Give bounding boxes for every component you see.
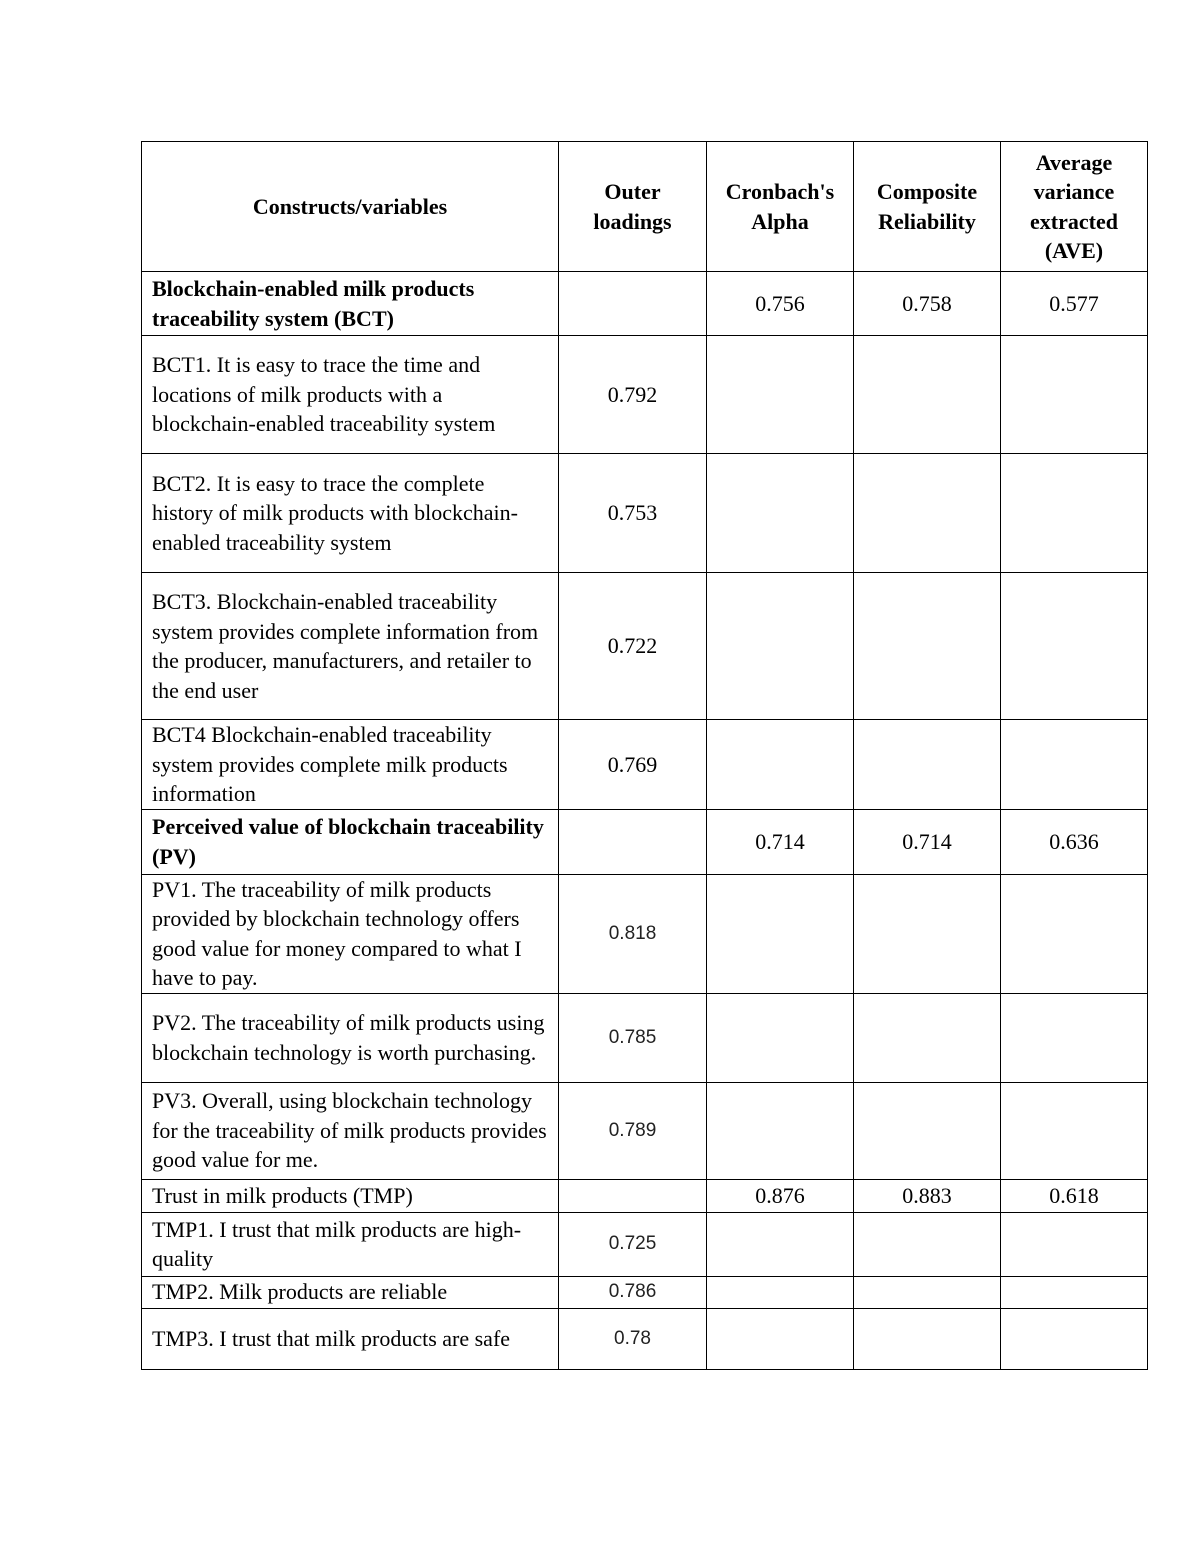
cronbachs-alpha: 0.756 — [707, 272, 854, 336]
composite-reliability: 0.714 — [854, 809, 1001, 874]
ave-value — [1001, 1212, 1148, 1276]
outer-loading: 0.722 — [559, 573, 707, 720]
ave-value: 0.636 — [1001, 809, 1148, 874]
outer-loading: 0.789 — [559, 1082, 707, 1179]
table-row — [142, 454, 1148, 573]
header-cronbachs-alpha: Cronbach's Alpha — [707, 142, 854, 272]
reliability-table — [141, 141, 1148, 1370]
ave-value — [1001, 720, 1148, 810]
cronbachs-alpha — [707, 336, 854, 454]
composite-reliability — [854, 1212, 1001, 1276]
item-label: PV1. The traceability of milk products provided by blockchain technology offers good value for money compared to what I have to pay. — [142, 874, 559, 993]
cronbachs-alpha — [707, 1082, 854, 1179]
composite-reliability — [854, 336, 1001, 454]
composite-reliability — [854, 993, 1001, 1082]
outer-loading: 0.785 — [559, 993, 707, 1082]
composite-reliability — [854, 1276, 1001, 1308]
table-row — [142, 809, 1148, 874]
table-row — [142, 573, 1148, 720]
header-ave: Average variance extracted (AVE) — [1001, 142, 1148, 272]
composite-reliability — [854, 720, 1001, 810]
composite-reliability — [854, 1082, 1001, 1179]
table-row — [142, 336, 1148, 454]
composite-reliability — [854, 573, 1001, 720]
table-row — [142, 1276, 1148, 1308]
cronbachs-alpha — [707, 454, 854, 573]
ave-value — [1001, 1082, 1148, 1179]
composite-reliability: 0.883 — [854, 1179, 1001, 1212]
composite-reliability — [854, 1308, 1001, 1369]
header-outer-loadings: Outer loadings — [559, 142, 707, 272]
cronbachs-alpha — [707, 720, 854, 810]
header-constructs: Constructs/variables — [142, 142, 559, 272]
ave-value: 0.577 — [1001, 272, 1148, 336]
table-row — [142, 874, 1148, 993]
ave-value — [1001, 454, 1148, 573]
cronbachs-alpha — [707, 874, 854, 993]
outer-loading: 0.78 — [559, 1308, 707, 1369]
outer-loading: 0.769 — [559, 720, 707, 810]
table-row — [142, 1308, 1148, 1369]
construct-label: Blockchain-enabled milk products traceability system (BCT) — [142, 272, 559, 336]
cronbachs-alpha — [707, 1212, 854, 1276]
outer-loading: 0.725 — [559, 1212, 707, 1276]
ave-value — [1001, 993, 1148, 1082]
table-row — [142, 993, 1148, 1082]
outer-loading — [559, 1179, 707, 1212]
outer-loading — [559, 809, 707, 874]
composite-reliability — [854, 454, 1001, 573]
item-label: PV2. The traceability of milk products using blockchain technology is worth purchasing. — [142, 993, 559, 1082]
cronbachs-alpha: 0.714 — [707, 809, 854, 874]
composite-reliability: 0.758 — [854, 272, 1001, 336]
composite-reliability — [854, 874, 1001, 993]
ave-value — [1001, 1308, 1148, 1369]
ave-value — [1001, 573, 1148, 720]
outer-loading — [559, 272, 707, 336]
ave-value — [1001, 1276, 1148, 1308]
item-label: BCT1. It is easy to trace the time and locations of milk products with a blockchain-enabled traceability system — [142, 336, 559, 454]
outer-loading: 0.753 — [559, 454, 707, 573]
cronbachs-alpha — [707, 1308, 854, 1369]
table-row — [142, 1179, 1148, 1212]
header-composite-reliability: Composite Reliability — [854, 142, 1001, 272]
item-label: PV3. Overall, using blockchain technology for the traceability of milk products provides good value for me. — [142, 1082, 559, 1179]
outer-loading: 0.792 — [559, 336, 707, 454]
outer-loading: 0.786 — [559, 1276, 707, 1308]
header-row — [142, 142, 1148, 272]
ave-value — [1001, 336, 1148, 454]
cronbachs-alpha — [707, 993, 854, 1082]
item-label: TMP2. Milk products are reliable — [142, 1276, 559, 1308]
item-label: BCT3. Blockchain-enabled traceability system provides complete information from the producer, manufacturers, and retailer to the end user — [142, 573, 559, 720]
ave-value: 0.618 — [1001, 1179, 1148, 1212]
item-label: TMP3. I trust that milk products are safe — [142, 1308, 559, 1369]
table-row — [142, 720, 1148, 810]
item-label: BCT2. It is easy to trace the complete history of milk products with blockchain-enabled traceability system — [142, 454, 559, 573]
construct-label: Trust in milk products (TMP) — [142, 1179, 559, 1212]
ave-value — [1001, 874, 1148, 993]
construct-label: Perceived value of blockchain traceability (PV) — [142, 809, 559, 874]
item-label: TMP1. I trust that milk products are high-quality — [142, 1212, 559, 1276]
cronbachs-alpha — [707, 573, 854, 720]
outer-loading: 0.818 — [559, 874, 707, 993]
item-label: BCT4 Blockchain-enabled traceability system provides complete milk products information — [142, 720, 559, 810]
table-row — [142, 272, 1148, 336]
table-row — [142, 1212, 1148, 1276]
table-row — [142, 1082, 1148, 1179]
cronbachs-alpha — [707, 1276, 854, 1308]
cronbachs-alpha: 0.876 — [707, 1179, 854, 1212]
